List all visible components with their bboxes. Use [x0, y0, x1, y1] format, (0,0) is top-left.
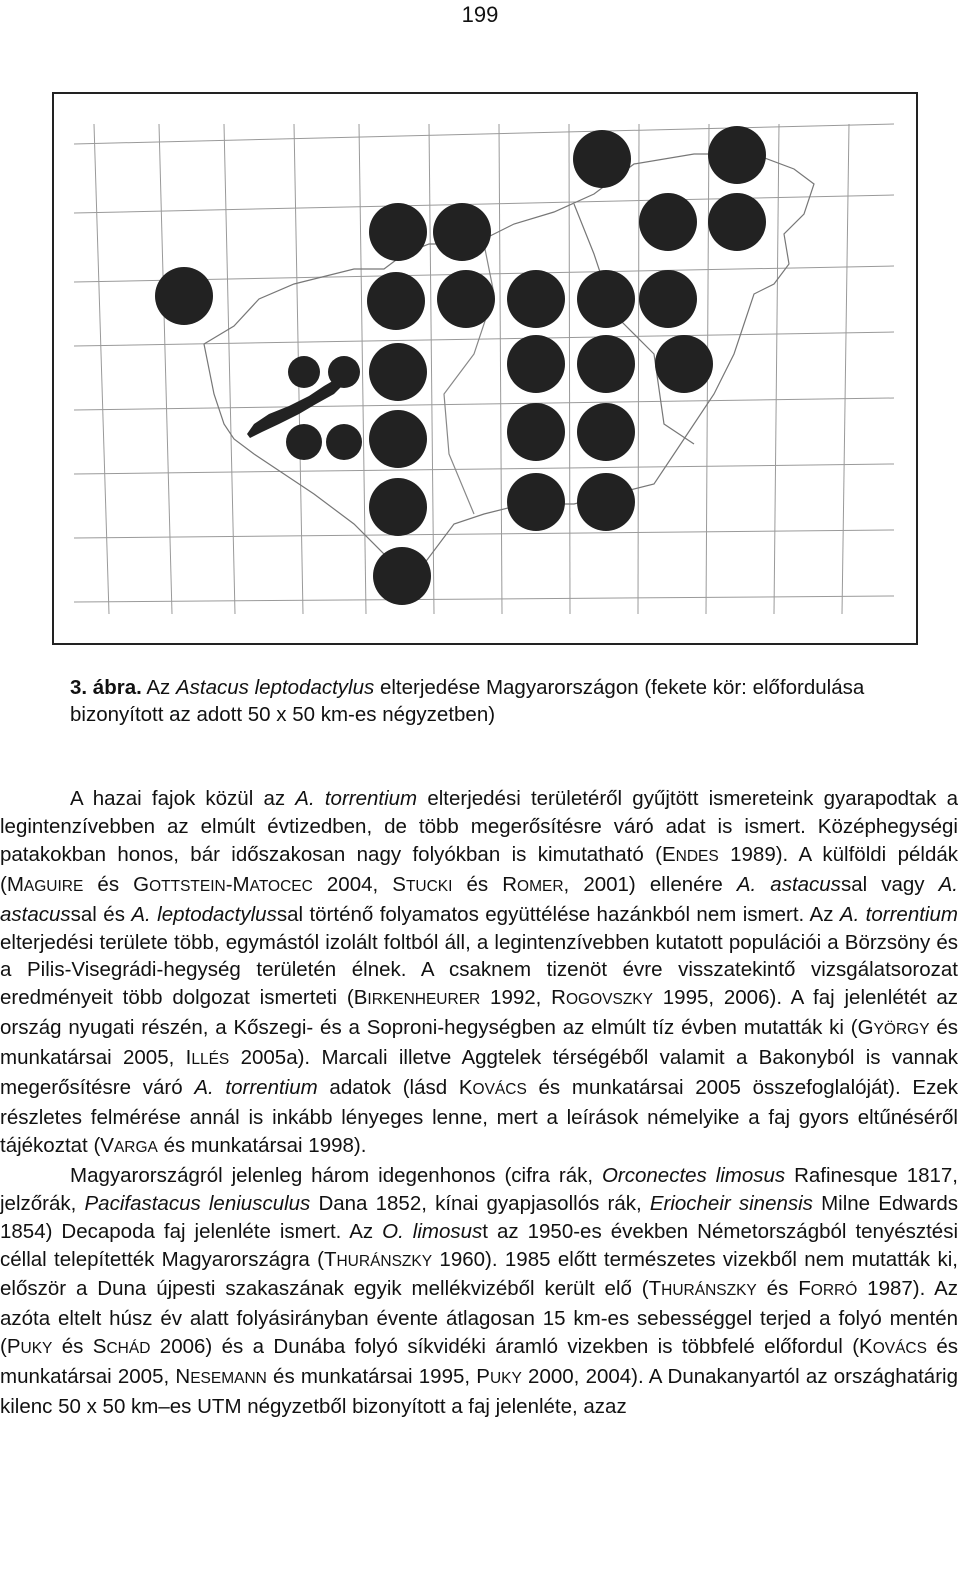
author-name: LLÉS — [191, 1051, 230, 1069]
author-name: TUCKI — [405, 877, 453, 895]
grid-line — [499, 124, 502, 614]
presence-circles — [155, 126, 766, 605]
presence-circle — [655, 335, 713, 393]
presence-circle — [155, 267, 213, 325]
presence-circle — [577, 473, 635, 531]
text: és G — [83, 872, 150, 896]
grid-line — [74, 530, 894, 538]
presence-circle — [507, 473, 565, 531]
presence-circle — [286, 424, 322, 460]
grid-line — [159, 124, 172, 614]
author-name: OVÁCS — [472, 1081, 527, 1099]
presence-circle — [288, 356, 320, 388]
text: Dana 1852, kínai gyapjasollós rák, — [310, 1191, 650, 1215]
text: sal vagy — [840, 872, 939, 896]
author-name: ORRÓ — [810, 1282, 858, 1300]
text: sal történő folyamatos együttélése hazánkból nem ismert. Az — [276, 902, 840, 926]
text: 2004, S — [312, 872, 406, 896]
author-name: YÖRGY — [873, 1021, 930, 1039]
text: , 2001) ellenére — [563, 872, 737, 896]
text: és munkatársai 2005, I — [0, 1016, 958, 1070]
presence-circle — [577, 403, 635, 461]
author-name: ATOCEC — [249, 877, 313, 895]
paragraph — [0, 1162, 958, 1421]
author-name: ARGA — [113, 1138, 158, 1156]
grid-line — [842, 124, 849, 614]
text: sal és — [70, 902, 132, 926]
grid-line — [74, 398, 894, 410]
presence-circle — [507, 335, 565, 393]
text: Magyarországról jelenleg három idegenhonos (cifra rák, — [70, 1163, 602, 1187]
grid-line — [569, 124, 570, 614]
presence-circle — [433, 203, 491, 261]
presence-circle — [577, 335, 635, 393]
species-name: A. leptodactylus — [131, 902, 277, 926]
text: 1989). A külföldi példák (M — [0, 842, 958, 896]
body-text — [0, 785, 958, 1421]
presence-circle — [369, 478, 427, 536]
presence-circle — [639, 270, 697, 328]
author-name: NDES — [675, 847, 719, 865]
text: 2006) és a Dunába folyó síkvidéki áramló vizekben is többfelé előfordul (K — [150, 1335, 873, 1359]
text: és R — [452, 872, 518, 896]
presence-circle — [326, 424, 362, 460]
text: -M — [225, 872, 250, 896]
grid-line — [74, 332, 894, 346]
distribution-map — [54, 94, 916, 643]
author-name: ESEMANN — [190, 1370, 267, 1388]
presence-circle — [708, 126, 766, 184]
species-name: Orconectes limosus — [601, 1163, 786, 1187]
text: Rafinesque 1817, jelzőrák, — [0, 1163, 958, 1215]
text: és munkatársai 1998). — [157, 1133, 367, 1157]
presence-circle — [328, 356, 360, 388]
author-name: HURÁNSZKY — [661, 1282, 757, 1300]
text: és munkatársai 1995, P — [266, 1365, 490, 1389]
grid-line — [359, 124, 366, 614]
text: adatok (lásd K — [317, 1076, 473, 1100]
presence-circle — [369, 203, 427, 261]
species-name: Pacifastacus leniusculus — [84, 1191, 311, 1215]
text: t az 1950-es években Németországból tenyésztési céllal telepítették Magyarországra (T — [0, 1219, 958, 1271]
text: 2000, 2004). A Dunakanyartól az országhatárig kilenc 50 x 50 km–es UTM négyzetből bizonyított a faj jelenléte, azaz — [0, 1365, 958, 1419]
text: 1992, R — [480, 986, 566, 1010]
text: elterjedési területe több, egymástól izolált foltból áll, a legintenzívebben kutatott populációi a Börzsöny és a Pilis-Visegrádi-hegység területén élnek. A csaknem tizenöt évre visszatekintő vizsgálatsorozat eredményeit több dolgozat ismerteti (B — [0, 930, 958, 1010]
grid-line — [74, 195, 894, 213]
grid-line — [74, 464, 894, 474]
page-number: 199 — [461, 2, 499, 27]
author-name: IRKENHEURER — [367, 991, 481, 1009]
presence-circle — [369, 410, 427, 468]
author-name: CHÁD — [106, 1340, 151, 1358]
presence-circle — [373, 547, 431, 605]
grid-line — [638, 124, 639, 614]
presence-circle — [577, 270, 635, 328]
text: és munkatársai 2005 összefoglalóját). Ezek részletes felmérése annál is inkább lényeges lenne, mert a leírások némelyike a faj gyors eltűnéséről tájékoztat (V — [0, 1076, 958, 1157]
species-name: A. astacus — [736, 872, 841, 896]
distribution-map-figure — [52, 92, 918, 645]
text: 1995, 2006). A faj jelenlétét az ország nyugati részén, a Kőszegi- és a Soproni-hegységben az elmúlt tíz évben mutatták ki (G — [0, 986, 959, 1040]
author-name: HURÁNSZKY — [336, 1252, 433, 1270]
figure-caption — [70, 674, 890, 728]
text: és munkatársai 2005, N — [0, 1335, 959, 1389]
author-name: OMER — [517, 877, 564, 895]
text: Milne Edwards 1854) Decapoda faj jelenléte ismert. Az — [0, 1191, 958, 1243]
species-name: A. torrentium — [194, 1076, 318, 1100]
presence-circle — [639, 193, 697, 251]
presence-circle — [507, 270, 565, 328]
paragraph — [0, 785, 958, 1162]
species-name: A. astacus — [0, 872, 958, 926]
text: elterjedési területéről gyűjtött ismereteink gyarapodtak a legintenzívebben az elmúlt évtizedben, de több megerősítésre váró adat is ismert. Középhegységi patakokban honos, bár időszakosan nagy folyókban is kimutatható (E — [0, 787, 958, 866]
utm-grid — [74, 124, 894, 614]
author-name: OVÁCS — [872, 1340, 927, 1358]
presence-circle — [369, 343, 427, 401]
presence-circle — [437, 270, 495, 328]
grid-line — [74, 124, 894, 144]
author-name: AGUIRE — [23, 877, 84, 895]
caption-text: Az — [141, 676, 176, 699]
author-name: OGOVSZKY — [565, 991, 653, 1009]
author-name: UKY — [489, 1370, 522, 1388]
grid-line — [429, 124, 434, 614]
text: 1987). Az azóta eltelt húsz év alatt folyásirányban évente átlagosan 15 km-es sebességgel terjed a folyó mentén (P — [0, 1277, 958, 1359]
species-name: O. limosus — [382, 1219, 483, 1243]
caption-text: elterjedése Magyarországon (fekete kör: előfordulása bizonyított az adott 50 x 50 km-es négyzetben) — [70, 676, 865, 726]
grid-line — [74, 596, 894, 602]
presence-circle — [507, 403, 565, 461]
author-name: OTTSTEIN — [149, 877, 226, 895]
text: és S — [52, 1335, 107, 1359]
species-name: A. torrentium — [295, 787, 418, 810]
presence-circle — [367, 272, 425, 330]
text: 1960). 1985 előtt természetes vizekből nem mutatták ki, először a Duna újpesti szakaszának egyik mellékvizéből került elő (T — [0, 1247, 958, 1301]
text: 2005a). Marcali illetve Aggtelek térségéből valamit a Bakonyból is vannak megerősítésre váró — [0, 1046, 959, 1100]
presence-circle — [708, 193, 766, 251]
caption-species: Astacus leptodactylus — [175, 676, 375, 699]
species-name: A. torrentium — [839, 902, 958, 926]
species-name: Eriocheir sinensis — [649, 1191, 813, 1215]
grid-line — [224, 124, 235, 614]
grid-line — [94, 124, 109, 614]
figure-label: 3. ábra. — [70, 676, 142, 699]
presence-circle — [573, 130, 631, 188]
author-name: UKY — [20, 1340, 53, 1358]
text: A hazai fajok közül az — [70, 787, 296, 810]
text: és F — [756, 1277, 811, 1301]
